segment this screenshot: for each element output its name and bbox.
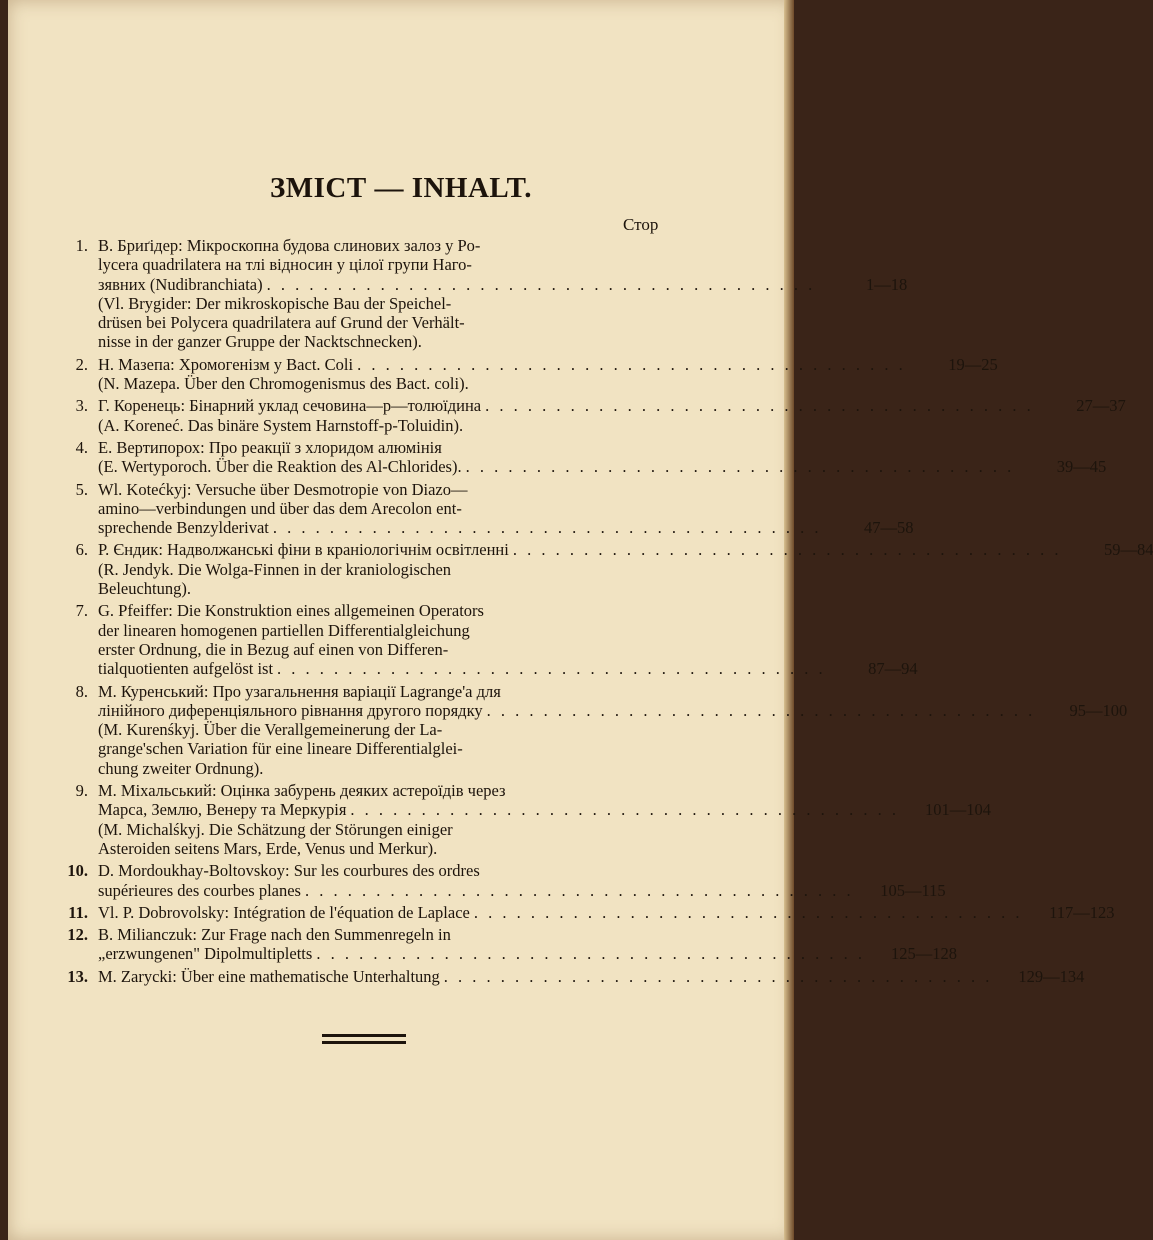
entry-text: М. Куренський: Про узагальнення варіації Lagrange'а для: [98, 681, 501, 701]
page-range: 1—18: [866, 274, 908, 294]
entry-number: 4.: [75, 437, 88, 457]
dot-leader: . . . . . . . . . . . . . . . . . . . . . . . . . . . . . . . . . . . . . . .: [266, 274, 816, 294]
page-range: 117—123: [1049, 902, 1115, 922]
toc-entry: [56, 354, 998, 394]
entry-number: 6.: [75, 540, 88, 560]
dot-leader: . . . . . . . . . . . . . . . . . . . . . . . . . . . . . . . . . . . . . . .: [512, 540, 1062, 560]
book-page: [8, 0, 1153, 1240]
toc-entry: [56, 925, 957, 964]
page-range: 95—100: [1069, 700, 1128, 720]
entry-number: 11.: [68, 902, 88, 922]
toc-entry: [56, 396, 1126, 435]
entry-number: 9.: [75, 781, 88, 801]
toc-entry: [56, 236, 908, 352]
entry-line-with-pages: [98, 457, 1107, 477]
entry-text: Р. Єндик: Надволжанські фіни в краніологічнім освітленні: [98, 540, 509, 560]
page-range: 101—104: [925, 800, 992, 820]
page-range: 87—94: [868, 659, 918, 679]
dot-leader: . . . . . . . . . . . . . . . . . . . . . . . . . . . . . . . . . . . . . . .: [485, 396, 1034, 416]
entry-text: (Vl. Brygider: Der mikroskopische Bau der Speichel-: [98, 293, 452, 313]
entry-text: (E. Wertyporoch. Über die Reaktion des Al-Chlorides).: [98, 457, 462, 477]
entry-line-with-pages: [98, 518, 914, 538]
entry-number: 2.: [75, 354, 88, 374]
entry-text: (A. Koreneć. Das binäre System Harnstoff-p-Toluidin).: [98, 415, 464, 435]
entry-text: grange'schen Variation für eine lineare Differentialglei-: [98, 739, 463, 759]
entry-text: nisse in der ganzer Gruppe der Nacktschnecken).: [98, 332, 422, 352]
entry-text: зявних (Nudibranchiata): [98, 274, 263, 294]
entry-text: B. Бриґідер: Мікроскопна будова слинових залоз у Po-: [98, 236, 481, 255]
dot-leader: . . . . . . . . . . . . . . . . . . . . . . . . . . . . . . . . . . . . . . .: [443, 966, 993, 986]
entry-text: Марса, Землю, Венеру та Меркурія: [98, 800, 347, 820]
entry-line-with-pages: [98, 274, 908, 294]
entry-text: лінійного диференціяльного рівнання другого порядку: [98, 700, 483, 720]
entry-text: der linearen homogenen partiellen Differentialgleichung: [98, 620, 470, 640]
entry-text: Г. Коренець: Бінарний уклад сечовина—р—толюїдина: [98, 396, 482, 416]
entry-line-with-pages: [98, 800, 992, 820]
double-rule-bottom: [322, 1041, 406, 1044]
entry-text: M. Zarycki: Über eine mathematische Unterhaltung: [98, 966, 440, 986]
entry-text: Vl. P. Dobrovolsky: Intégration de l'équation de Laplace: [98, 902, 470, 922]
entry-text: „erzwungenen" Dipolmultipletts: [98, 944, 313, 964]
page-range: 19—25: [948, 354, 998, 374]
toc-entry: [56, 781, 992, 858]
page-title: ЗМІСТ — INHALT.: [269, 172, 533, 204]
entry-line-with-pages: [98, 966, 1085, 986]
entry-text: chung zweiter Ordnung).: [98, 758, 264, 778]
toc-entry: [56, 681, 1128, 778]
page-range: 125—128: [890, 944, 957, 964]
dot-leader: . . . . . . . . . . . . . . . . . . . . . . . . . . . . . . . . . . . . . . .: [486, 700, 1036, 720]
dot-leader: . . . . . . . . . . . . . . . . . . . . . . . . . . . . . . . . . . . . . . .: [357, 354, 906, 374]
entry-text: (N. Mazepa. Über den Chromogenismus des Bact. coli).: [98, 374, 469, 394]
toc-entry: [56, 601, 918, 679]
entry-text: D. Mordoukhay-Boltovskoy: Sur les courbures des ordres: [98, 861, 480, 881]
dot-leader: . . . . . . . . . . . . . . . . . . . . . . . . . . . . . . . . . . . . . . .: [350, 800, 900, 820]
dot-leader: . . . . . . . . . . . . . . . . . . . . . . . . . . . . . . . . . . . . . . .: [304, 880, 854, 900]
page-range: 59—84: [1103, 540, 1153, 560]
double-rule-top: [322, 1034, 406, 1037]
dot-leader: . . . . . . . . . . . . . . . . . . . . . . . . . . . . . . . . . . . . . . .: [465, 457, 1015, 477]
entry-line-with-pages: [98, 902, 1115, 922]
entry-text: G. Pfeiffer: Die Konstruktion eines allgemeinen Operators: [98, 601, 484, 621]
entry-number: 10.: [67, 861, 88, 881]
dot-leader: . . . . . . . . . . . . . . . . . . . . . . . . . . . . . . . . . . . . . . .: [473, 902, 1023, 922]
toc-entry: [56, 902, 1115, 922]
entry-text: erster Ordnung, die in Bezug auf einen von Differen-: [98, 639, 449, 659]
entry-line-with-pages: [98, 540, 1153, 560]
entry-text: Wl. Kotećkyj: Versuche über Desmotropie von Diazo—: [98, 479, 468, 499]
entry-number: 3.: [75, 396, 88, 416]
entry-text: drüsen bei Polycera quadrilatera auf Grund der Verhält-: [98, 313, 465, 333]
entry-text: Asteroiden seitens Mars, Erde, Venus und Merkur).: [98, 838, 438, 858]
toc-entry: [56, 966, 1085, 986]
entry-number: 5.: [75, 479, 88, 499]
entry-number: 7.: [75, 601, 88, 621]
entry-text: lycera quadrilatera на тлі відносин у цілої групи Наго-: [98, 255, 472, 275]
entry-line-with-pages: [98, 944, 957, 964]
page-range: 129—134: [1018, 966, 1085, 986]
entry-text: Beleuchtung).: [98, 579, 192, 599]
dot-leader: . . . . . . . . . . . . . . . . . . . . . . . . . . . . . . . . . . . . . . .: [272, 518, 822, 538]
entry-text: (M. Michalśkyj. Die Schätzung der Störungen einiger: [98, 819, 453, 839]
dot-leader: . . . . . . . . . . . . . . . . . . . . . . . . . . . . . . . . . . . . . . .: [277, 659, 826, 679]
entry-line-with-pages: [98, 354, 998, 374]
entry-text: М. Міхальський: Оцінка забурень деяких астероїдів через: [98, 781, 506, 801]
toc-entry: [56, 437, 1107, 477]
dot-leader: . . . . . . . . . . . . . . . . . . . . . . . . . . . . . . . . . . . . . . .: [316, 944, 865, 964]
entry-line-with-pages: [98, 659, 918, 679]
toc-entry: [56, 861, 946, 900]
entry-text: amino—verbindungen und über das dem Arecolon ent-: [98, 498, 462, 518]
entry-line-with-pages: [98, 880, 946, 900]
page-range: 105—115: [880, 880, 946, 900]
entry-text: sprechende Benzylderivat: [98, 518, 269, 538]
entry-line-with-pages: [98, 700, 1128, 720]
page-range: 27—37: [1076, 396, 1126, 416]
entry-number: 1.: [75, 236, 88, 255]
entry-number: 12.: [67, 925, 88, 945]
entry-number: 8.: [75, 681, 88, 701]
entry-text: Е. Вертипорох: Про реакції з хлоридом алюмінія: [98, 437, 442, 457]
toc-entry: [56, 540, 1153, 599]
page-range: 39—45: [1056, 457, 1107, 477]
entry-text: Н. Мазепа: Хромогенізм у Bact. Coli: [98, 354, 354, 374]
entry-text: (M. Kurenśkyj. Über die Verallgemeinerung der La-: [98, 720, 443, 740]
page-range: 47—58: [864, 518, 914, 538]
table-of-contents: [56, 236, 1153, 989]
page-column-header: Стор: [623, 215, 659, 234]
entry-text: B. Milianczuk: Zur Frage nach den Summenregeln in: [98, 925, 451, 945]
entry-text: (R. Jendyk. Die Wolga-Finnen in der kraniologischen: [98, 559, 452, 579]
toc-entry: [56, 479, 914, 538]
entry-number: 13.: [67, 966, 88, 986]
entry-line-with-pages: [98, 396, 1126, 416]
entry-text: tialquotienten aufgelöst ist: [98, 659, 274, 679]
entry-text: supérieures des courbes planes: [98, 880, 301, 900]
